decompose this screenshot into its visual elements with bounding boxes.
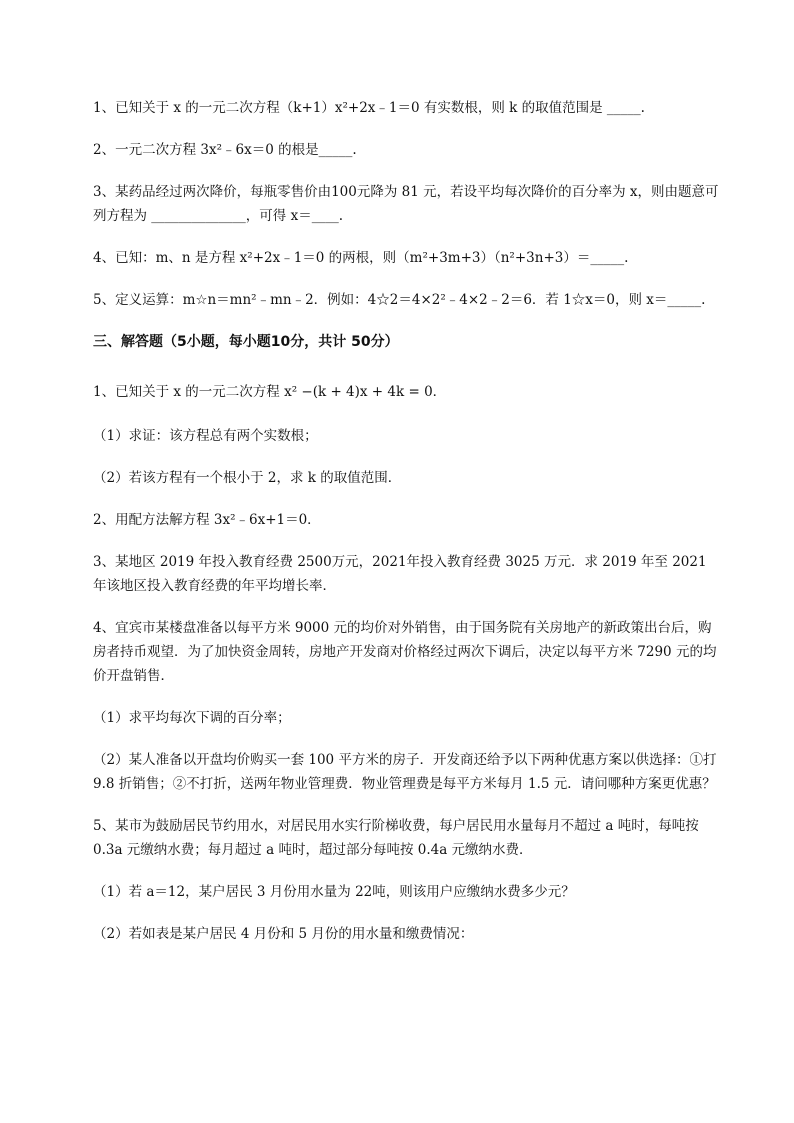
problem-3-stem: 3、某地区 2019 年投入教育经费 2500万元，2021年投入教育经费 3025 万元．求 2019 年至 2021 年该地区投入教育经费的年平均增长率．	[93, 554, 707, 594]
fill-in-question-5: 5、定义运算：m☆n＝mn²﹣mn﹣2．例如：4☆2＝4×2²﹣4×2﹣2＝6．若 1☆x＝0，则 x＝_____.	[93, 292, 706, 308]
problem-2-stem: 2、用配方法解方程 3x²﹣6x+1＝0．	[93, 512, 321, 528]
fill-in-question-4: 4、已知：m、n 是方程 x²+2x﹣1＝0 的两根，则（m²+3m+3）（n²+3n+3）＝_____.	[93, 250, 629, 266]
problem-4-part-1: （1）求平均每次下调的百分率；	[93, 710, 291, 726]
problem-1-stem: 1、已知关于 x 的一元二次方程 x² −(k + 4)x + 4k = 0．	[93, 384, 447, 400]
fill-in-question-2: 2、一元二次方程 3x²﹣6x＝0 的根是_____.	[93, 142, 357, 158]
section-title: 三、解答题（5小题，每小题10分，共计 50分）	[93, 334, 399, 350]
exam-page	[93, 96, 723, 946]
problem-4-stem: 4、宜宾市某楼盘准备以每平方米 9000 元的均价对外销售，由于国务院有关房地产的新政策出台后，购房者持币观望．为了加快资金周转，房地产开发商对价格经过两次下调后，决定以每平方米 7290 元的均价开盘销售．	[93, 620, 717, 684]
problem-5-stem: 5、某市为鼓励居民节约用水，对居民用水实行阶梯收费，每户居民用水量每月不超过 a 吨时，每吨按 0.3a 元缴纳水费；每月超过 a 吨时，超过部分每吨按 0.4a 元缴纳水费．	[93, 818, 699, 858]
problem-4-part-2: （2）某人准备以开盘均价购买一套 100 平方米的房子．开发商还给予以下两种优惠方案以供选择：①打 9.8 折销售；②不打折，送两年物业管理费．物业管理费是每平方米每月 1.5 元．请问哪种方案更优惠？	[93, 752, 717, 792]
fill-in-question-3: 3、某药品经过两次降价，每瓶零售价由100元降为 81 元，若设平均每次降价的百分率为 x，则由题意可列方程为 ______________，可得 x＝____.	[93, 184, 719, 224]
problem-1-part-1: （1）求证：该方程总有两个实数根；	[93, 428, 318, 444]
problem-5-part-1: （1）若 a＝12，某户居民 3 月份用水量为 22吨，则该用户应缴纳水费多少元？	[93, 884, 575, 900]
fill-in-question-1: 1、已知关于 x 的一元二次方程（k+1）x²+2x﹣1＝0 有实数根，则 k 的取值范围是 _____.	[93, 100, 645, 116]
problem-1-part-2: （2）若该方程有一个根小于 2，求 k 的取值范围．	[93, 470, 402, 486]
problem-5-part-2: （2）若如表是某户居民 4 月份和 5 月份的用水量和缴费情况：	[93, 926, 474, 942]
